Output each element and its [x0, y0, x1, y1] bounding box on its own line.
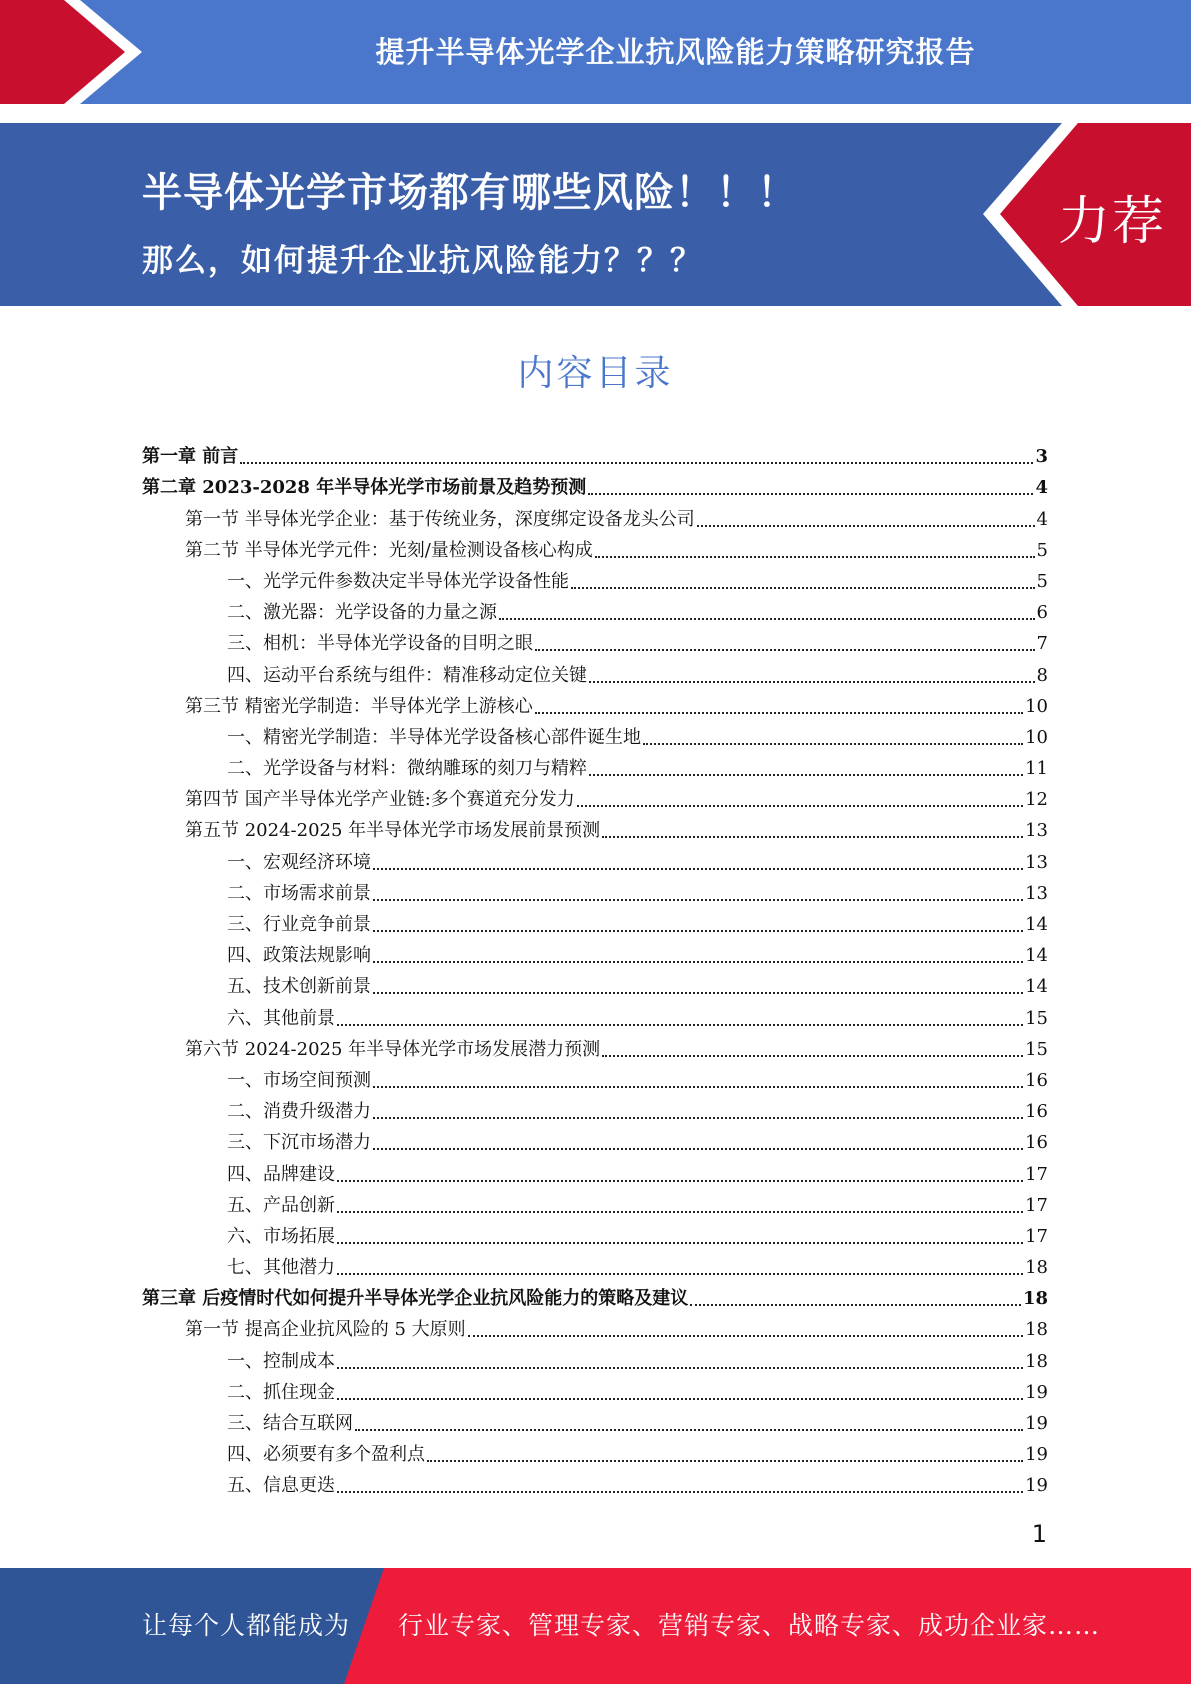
footer-banner [0, 1568, 1191, 1684]
toc-entry-title: 一、控制成本 [227, 1350, 335, 1372]
toc-entry-page: 4 [1036, 508, 1048, 530]
toc-entry-page: 15 [1025, 1038, 1048, 1060]
toc-leader-dots [337, 1179, 1023, 1182]
toc-entry[interactable] [142, 1404, 1048, 1435]
toc-leader-dots [337, 1272, 1023, 1275]
toc-entry-page: 3 [1035, 446, 1048, 468]
toc-entry-page: 18 [1025, 1350, 1048, 1372]
toc-entry-title: 四、必须要有多个盈利点 [227, 1444, 425, 1466]
toc-entry-page: 14 [1025, 945, 1048, 967]
toc-leader-dots [643, 742, 1023, 745]
toc-entry[interactable] [142, 1092, 1048, 1123]
table-of-contents [142, 437, 1048, 1497]
toc-entry[interactable] [142, 1435, 1048, 1466]
toc-entry-page: 6 [1036, 602, 1048, 624]
toc-entry-page: 18 [1025, 1319, 1048, 1341]
toc-entry-page: 14 [1025, 976, 1048, 998]
toc-leader-dots [589, 773, 1023, 776]
toc-entry-title: 五、产品创新 [227, 1194, 335, 1216]
toc-leader-dots [535, 711, 1023, 714]
toc-leader-dots [373, 929, 1023, 932]
toc-leader-dots [373, 1116, 1023, 1119]
toc-leader-dots [337, 1210, 1023, 1213]
toc-entry-page: 5 [1036, 570, 1048, 592]
toc-leader-dots [468, 1334, 1023, 1337]
toc-leader-dots [240, 461, 1033, 464]
toc-entry-title: 四、政策法规影响 [227, 945, 371, 967]
toc-entry-title: 第二节 半导体光学元件：光刻/量检测设备核心构成 [185, 539, 593, 561]
toc-leader-dots [373, 1085, 1023, 1088]
toc-leader-dots [690, 1303, 1021, 1306]
report-title: 提升半导体光学企业抗风险能力策略研究报告 [375, 34, 976, 69]
toc-entry-page: 10 [1025, 695, 1048, 717]
toc-entry-title: 第四节 国产半导体光学产业链:多个赛道充分发力 [185, 789, 575, 811]
footer-slogan-right: 行业专家、管理专家、营销专家、战略专家、成功企业家…… [398, 1611, 1101, 1640]
toc-entry-page: 13 [1025, 820, 1048, 842]
toc-entry-page: 12 [1025, 789, 1048, 811]
toc-entry-title: 七、其他潜力 [227, 1257, 335, 1279]
toc-entry[interactable] [142, 967, 1048, 998]
toc-entry[interactable] [142, 780, 1048, 811]
toc-entry-title: 二、激光器：光学设备的力量之源 [227, 602, 497, 624]
toc-entry[interactable] [142, 687, 1048, 718]
toc-entry-title: 三、下沉市场潜力 [227, 1132, 371, 1154]
toc-entry-page: 18 [1022, 1288, 1048, 1310]
recommend-badge-text: 力荐 [1058, 192, 1167, 252]
toc-entry[interactable] [142, 874, 1048, 905]
toc-entry-title: 四、品牌建设 [227, 1163, 335, 1185]
toc-leader-dots [373, 1147, 1023, 1150]
toc-leader-dots [355, 1428, 1023, 1431]
toc-entry-page: 19 [1025, 1413, 1048, 1434]
toc-entry-title: 二、消费升级潜力 [227, 1101, 371, 1123]
red-chevron-decoration [0, 0, 160, 112]
toc-entry[interactable] [142, 1310, 1048, 1341]
toc-leader-dots [602, 835, 1023, 838]
toc-entry[interactable] [142, 655, 1048, 686]
toc-leader-dots [697, 524, 1035, 527]
toc-entry[interactable] [142, 1341, 1048, 1372]
divider [0, 104, 1191, 113]
toc-entry-title: 一、宏观经济环境 [227, 851, 371, 873]
toc-leader-dots [571, 586, 1035, 589]
toc-entry[interactable] [142, 531, 1048, 562]
toc-entry-page: 19 [1025, 1381, 1048, 1403]
toc-leader-dots [535, 648, 1035, 651]
toc-leader-dots [337, 1023, 1023, 1026]
toc-entry[interactable] [142, 718, 1048, 749]
toc-entry-page: 14 [1025, 914, 1048, 935]
toc-entry-title: 六、其他前景 [227, 1007, 335, 1029]
toc-entry-title: 第三节 精密光学制造：半导体光学上游核心 [185, 695, 533, 717]
toc-entry-title: 一、光学元件参数决定半导体光学设备性能 [227, 570, 569, 592]
toc-entry-title: 第六节 2024-2025 年半导体光学市场发展潜力预测 [185, 1038, 601, 1060]
toc-entry-page: 16 [1025, 1132, 1048, 1154]
toc-entry-title: 一、精密光学制造：半导体光学设备核心部件诞生地 [227, 726, 641, 748]
toc-entry-title: 五、技术创新前景 [227, 976, 371, 998]
toc-entry-page: 13 [1025, 882, 1048, 904]
toc-entry[interactable] [142, 468, 1048, 499]
toc-entry[interactable] [142, 593, 1048, 624]
toc-entry[interactable] [142, 1061, 1048, 1092]
footer-slogan-left: 让每个人都能成为 [142, 1611, 351, 1640]
toc-entry-page: 19 [1025, 1444, 1048, 1466]
toc-leader-dots [499, 617, 1035, 620]
toc-entry-title: 一、市场空间预测 [227, 1069, 371, 1091]
toc-entry[interactable] [142, 1248, 1048, 1279]
toc-leader-dots [373, 991, 1023, 994]
toc-entry-page: 15 [1025, 1007, 1048, 1029]
toc-leader-dots [373, 960, 1023, 963]
toc-entry[interactable] [142, 1279, 1048, 1310]
report-header-banner [0, 0, 1191, 112]
toc-entry[interactable] [142, 1030, 1048, 1061]
toc-entry-page: 10 [1025, 726, 1048, 748]
toc-leader-dots [337, 1490, 1023, 1493]
toc-entry-page: 13 [1025, 851, 1048, 873]
toc-leader-dots [337, 1397, 1023, 1400]
toc-leader-dots [588, 492, 1033, 495]
toc-entry[interactable] [142, 1123, 1048, 1154]
toc-entry-page: 5 [1036, 539, 1048, 561]
toc-leader-dots [337, 1366, 1023, 1369]
toc-entry-title: 第一节 提高企业抗风险的 5 大原则 [185, 1319, 466, 1341]
toc-leader-dots [337, 1241, 1023, 1244]
toc-entry[interactable] [142, 562, 1048, 593]
toc-leader-dots [427, 1459, 1023, 1462]
toc-entry-page: 16 [1025, 1069, 1048, 1091]
toc-leader-dots [577, 804, 1023, 807]
toc-leader-dots [589, 680, 1035, 683]
toc-entry-title: 三、结合互联网 [227, 1413, 353, 1434]
toc-entry-page: 11 [1025, 758, 1048, 780]
toc-entry-page: 18 [1025, 1257, 1048, 1279]
toc-entry[interactable] [142, 905, 1048, 936]
toc-entry-page: 8 [1036, 664, 1048, 686]
toc-entry-title: 四、运动平台系统与组件：精准移动定位关键 [227, 664, 587, 686]
toc-entry-title: 六、市场拓展 [227, 1225, 335, 1247]
toc-entry-page: 16 [1025, 1101, 1048, 1123]
toc-leader-dots [595, 555, 1035, 558]
toc-entry-page: 17 [1025, 1225, 1048, 1247]
toc-entry-page: 7 [1036, 633, 1048, 655]
toc-leader-dots [373, 898, 1023, 901]
hero-subheadline: 那么，如何提升企业抗风险能力？？？ [142, 243, 703, 279]
toc-entry[interactable] [142, 1186, 1048, 1217]
toc-entry[interactable] [142, 1373, 1048, 1404]
toc-title: 内容目录 [517, 353, 674, 394]
toc-entry[interactable] [142, 749, 1048, 780]
toc-entry[interactable] [142, 842, 1048, 873]
toc-entry-title: 第三章 后疫情时代如何提升半导体光学企业抗风险能力的策略及建议 [142, 1288, 689, 1310]
toc-entry-title: 第二章 2023-2028 年半导体光学市场前景及趋势预测 [142, 477, 587, 499]
toc-entry-title: 第一章 前言 [142, 446, 239, 468]
toc-leader-dots [602, 1054, 1023, 1057]
toc-entry-title: 二、光学设备与材料：微纳雕琢的刻刀与精粹 [227, 758, 587, 780]
toc-entry-page: 17 [1025, 1163, 1048, 1185]
toc-entry[interactable] [142, 624, 1048, 655]
toc-entry-title: 二、市场需求前景 [227, 882, 371, 904]
hero-banner [0, 123, 1191, 306]
toc-entry[interactable] [142, 811, 1048, 842]
toc-entry[interactable] [142, 1154, 1048, 1185]
toc-entry-title: 第五节 2024-2025 年半导体光学市场发展前景预测 [185, 820, 601, 842]
hero-headline: 半导体光学市场都有哪些风险！！！ [142, 170, 798, 216]
toc-entry-title: 二、抓住现金 [227, 1381, 335, 1403]
toc-entry[interactable] [142, 1217, 1048, 1248]
toc-entry-title: 第一节 半导体光学企业：基于传统业务，深度绑定设备龙头公司 [185, 508, 695, 530]
toc-entry[interactable] [142, 437, 1048, 468]
toc-entry[interactable] [142, 998, 1048, 1029]
page-number: 1 [1031, 1520, 1047, 1548]
toc-entry-page: 19 [1025, 1475, 1048, 1497]
toc-entry[interactable] [142, 499, 1048, 530]
toc-leader-dots [373, 867, 1023, 870]
toc-entry[interactable] [142, 1466, 1048, 1497]
toc-entry-page: 17 [1025, 1194, 1048, 1216]
toc-entry[interactable] [142, 936, 1048, 967]
toc-entry-page: 4 [1035, 477, 1048, 499]
toc-entry-title: 三、行业竞争前景 [227, 914, 371, 935]
toc-entry-title: 三、相机：半导体光学设备的目明之眼 [227, 633, 533, 655]
toc-entry-title: 五、信息更迭 [227, 1475, 335, 1497]
